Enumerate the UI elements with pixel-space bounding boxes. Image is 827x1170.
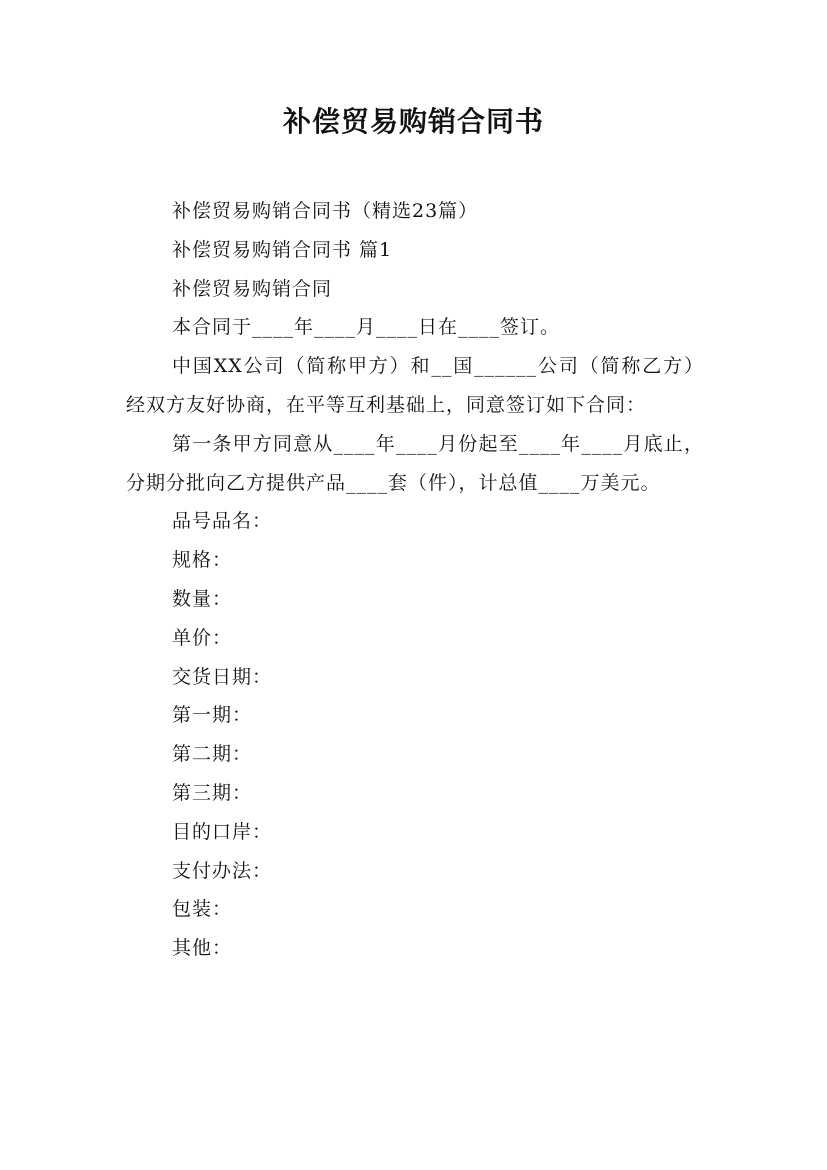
field-specification: 规格：: [172, 549, 233, 572]
document-title: 补偿贸易购销合同书: [282, 105, 544, 138]
paragraph-signing-date: 本合同于____年____月____日在____签订。: [172, 316, 561, 339]
paragraph-contract-name: 补偿贸易购销合同: [172, 277, 333, 300]
paragraph-article-one: 第一条甲方同意从____年____月份起至____年____月底止，分期分批向乙方提供产品____套（件），计总值____万美元。: [126, 432, 704, 494]
field-quantity: 数量：: [172, 587, 233, 610]
paragraph-section-label: 补偿贸易购销合同书 篇1: [172, 238, 393, 261]
document-body: [126, 192, 704, 968]
field-other: 其他：: [172, 937, 233, 960]
field-packaging: 包装：: [172, 898, 233, 921]
field-product-name: 品号品名：: [172, 510, 273, 533]
field-destination-port: 目的口岸：: [172, 820, 273, 843]
field-phase-two: 第二期：: [172, 743, 253, 766]
field-phase-one: 第一期：: [172, 704, 253, 727]
paragraph-parties: 中国XX公司（简称甲方）和__国______公司（简称乙方）经双方友好协商，在平等互利基础上，同意签订如下合同：: [126, 355, 704, 416]
field-delivery-date: 交货日期：: [172, 665, 273, 688]
field-phase-three: 第三期：: [172, 781, 253, 804]
field-payment-method: 支付办法：: [172, 859, 273, 882]
paragraph-heading-selection: 补偿贸易购销合同书（精选23篇）: [172, 200, 479, 222]
field-unit-price: 单价：: [172, 626, 233, 649]
